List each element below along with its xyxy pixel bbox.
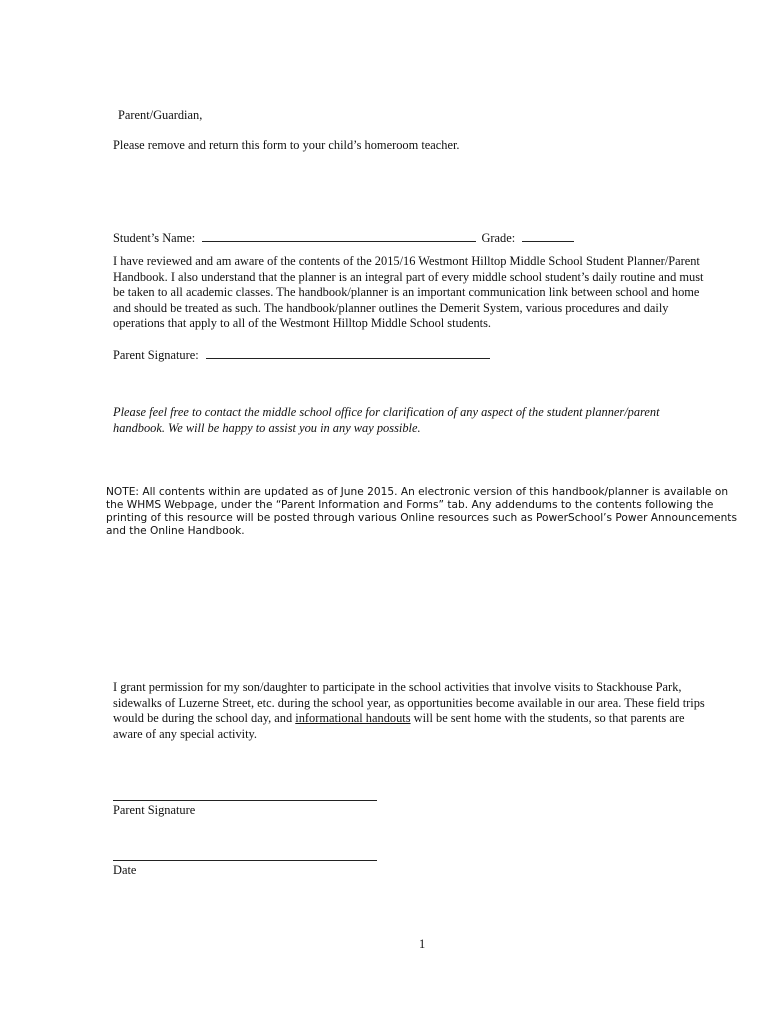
student-name-label: Student’s Name: (113, 231, 196, 245)
permission-signature-field[interactable] (113, 800, 377, 801)
page-number: 1 (419, 937, 426, 951)
acknowledgement-line: Handbook. I also understand that the planner is an integral part of every middle school student’s daily routine and must (113, 269, 704, 284)
permission-line: I grant permission for my son/daughter to participate in the school activities that involve visits to Stackhouse Park, (113, 680, 682, 694)
acknowledgement-line: I have reviewed and am aware of the contents of the 2015/16 Westmont Hilltop Middle School Student Planner/Parent (113, 254, 700, 268)
handbook-signature-line (113, 346, 490, 364)
student-name-field[interactable] (202, 229, 476, 242)
acknowledgement-line: operations that apply to all of the Westmont Hilltop Middle School students. (113, 316, 492, 331)
acknowledgement-paragraph (113, 254, 703, 332)
update-note-line: NOTE: All contents within are updated as of June 2015. An electronic version of this handbook/planner is available on (106, 486, 729, 498)
contact-note-line: Please feel free to contact the middle school office for clarification of any aspect of the student planner/parent (113, 405, 660, 419)
permission-line-text: will be sent home with the students, so that parents are (410, 711, 685, 726)
greeting: Parent/Guardian, (118, 108, 203, 122)
update-note (106, 486, 737, 538)
permission-signature-label: Parent Signature (113, 803, 196, 817)
grade-field[interactable] (522, 229, 574, 242)
update-note-line: printing of this resource will be posted through various Online resources such as PowerSchool’s Power Announcements (106, 511, 737, 524)
update-note-line: and the Online Handbook. (106, 524, 245, 537)
acknowledgement-line: be taken to all academic classes. The handbook/planner is an important communication link between school and home (113, 285, 700, 300)
informational-handouts-link[interactable]: informational handouts (295, 711, 411, 726)
update-note-line: the WHMS Webpage, under the “Parent Information and Forms” tab. Any addendums to the contents following the (106, 498, 714, 511)
parent-signature-field[interactable] (206, 346, 490, 359)
parent-signature-label: Parent Signature: (113, 348, 199, 362)
acknowledgement-line: and should be treated as such. The handbook/planner outlines the Demerit System, various procedures and daily (113, 300, 669, 315)
permission-line-text: would be during the school day, and (113, 711, 296, 726)
contact-note-line: handbook. We will be happy to assist you in any way possible. (113, 420, 421, 435)
permission-paragraph (113, 680, 705, 742)
student-info-line (113, 229, 574, 247)
return-instruction: Please remove and return this form to your child’s homeroom teacher. (113, 138, 460, 152)
date-label: Date (113, 863, 137, 877)
permission-line: sidewalks of Luzerne Street, etc. during the school year, as opportunities become available in our area. These field trips (113, 695, 705, 710)
date-field[interactable] (113, 860, 377, 861)
permission-line: aware of any special activity. (113, 726, 258, 741)
permission-line (113, 711, 705, 727)
contact-note (113, 405, 660, 436)
grade-label: Grade: (481, 231, 516, 245)
